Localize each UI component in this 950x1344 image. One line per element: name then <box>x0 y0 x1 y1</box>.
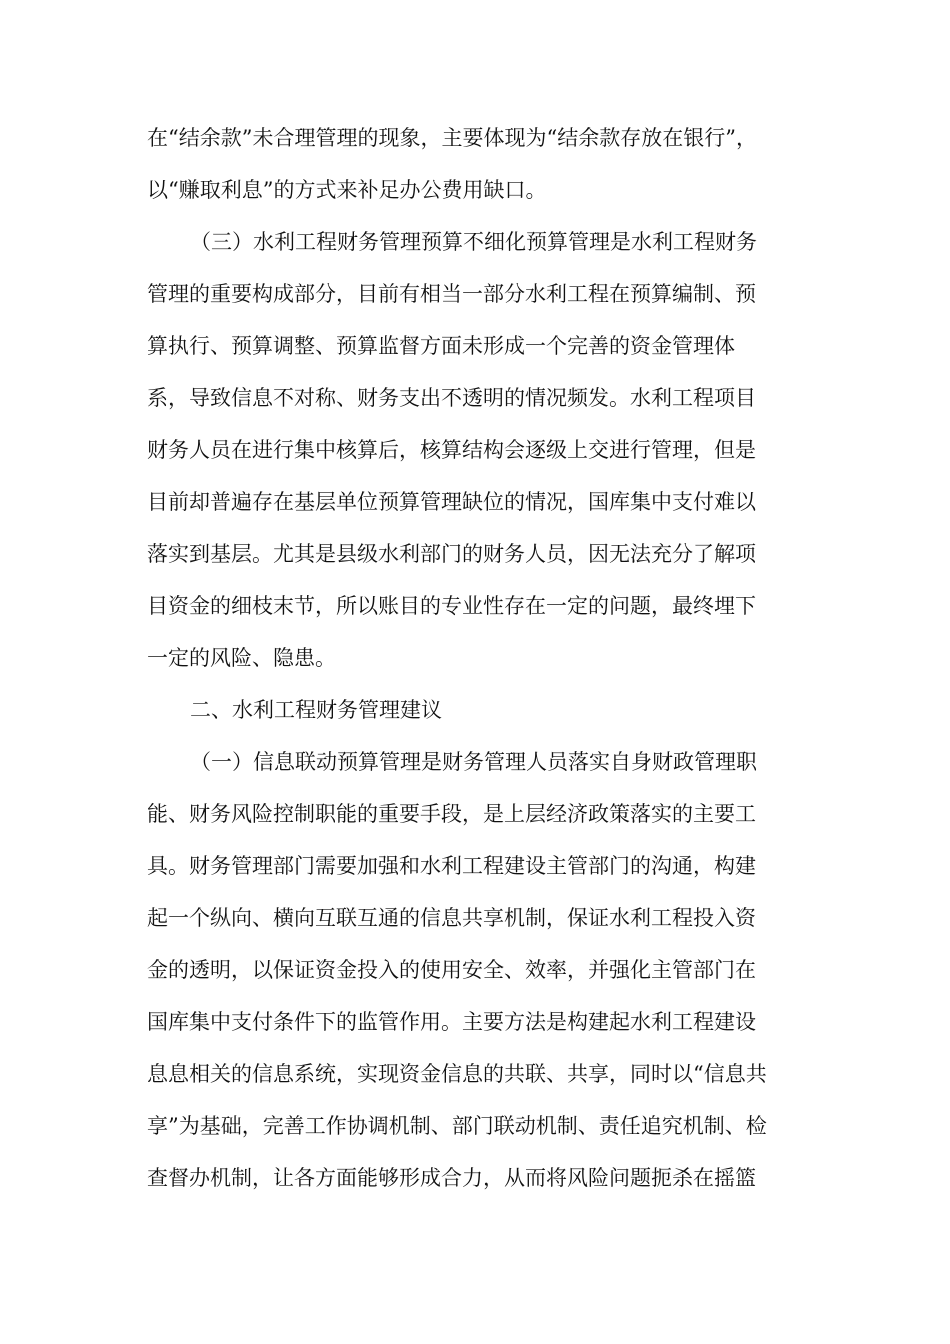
paragraph-first-line: （一）信息联动预算管理是财务管理人员落实自身财政管理职 <box>190 750 757 774</box>
text-line: 落实到基层。尤其是县级水利部门的财务人员，因无法充分了解项 <box>147 542 756 566</box>
paragraph-first-line: （三）水利工程财务管理预算不细化预算管理是水利工程财务 <box>190 230 757 254</box>
text-line: 管理的重要构成部分，目前有相当一部分水利工程在预算编制、预 <box>147 282 756 306</box>
text-line: 国库集中支付条件下的监管作用。主要方法是构建起水利工程建设 <box>147 1010 756 1034</box>
text-line: 具。财务管理部门需要加强和水利工程建设主管部门的沟通，构建 <box>147 854 756 878</box>
text-line: 目前却普遍存在基层单位预算管理缺位的情况，国库集中支付难以 <box>147 490 756 514</box>
text-line: 算执行、预算调整、预算监督方面未形成一个完善的资金管理体 <box>147 334 735 358</box>
text-line: 享”为基础，完善工作协调机制、部门联动机制、责任追究机制、检 <box>147 1114 767 1138</box>
text-line: 一定的风险、隐患。 <box>147 646 336 670</box>
text-line: 系，导致信息不对称、财务支出不透明的情况频发。水利工程项目 <box>147 386 756 410</box>
text-line: 在“结余款”未合理管理的现象，主要体现为“结余款存放在银行”， <box>147 126 757 150</box>
section-heading: 二、水利工程财务管理建议 <box>190 698 442 722</box>
text-line: 以“赚取利息”的方式来补足办公费用缺口。 <box>147 178 547 202</box>
text-line: 能、财务风险控制职能的重要手段，是上层经济政策落实的主要工 <box>147 802 756 826</box>
text-line: 财务人员在进行集中核算后，核算结构会逐级上交进行管理，但是 <box>147 438 756 462</box>
text-line: 息息相关的信息系统，实现资金信息的共联、共享，同时以“信息共 <box>147 1062 767 1086</box>
text-line: 目资金的细枝末节，所以账目的专业性存在一定的问题，最终埋下 <box>147 594 756 618</box>
text-line: 金的透明，以保证资金投入的使用安全、效率，并强化主管部门在 <box>147 958 756 982</box>
text-line: 查督办机制，让各方面能够形成合力，从而将风险问题扼杀在摇篮 <box>147 1166 756 1190</box>
text-line: 起一个纵向、横向互联互通的信息共享机制，保证水利工程投入资 <box>147 906 756 930</box>
